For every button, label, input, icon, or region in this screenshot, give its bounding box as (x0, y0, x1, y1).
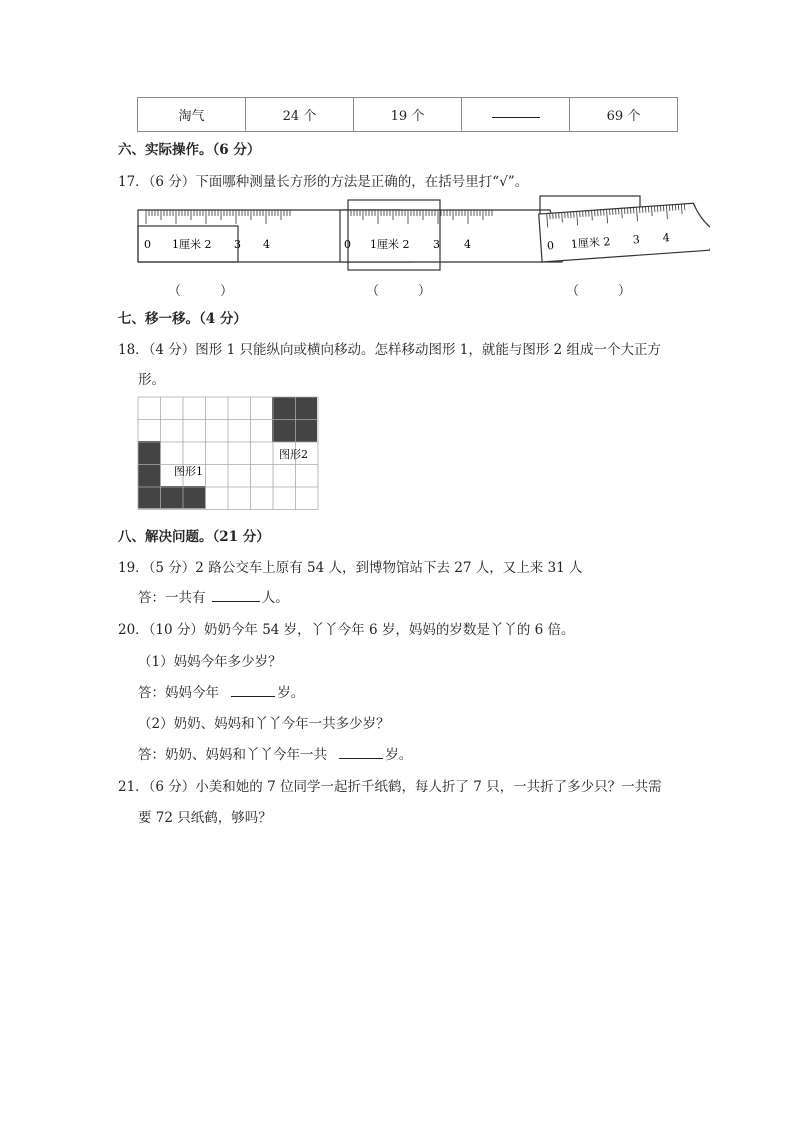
table-cell: 69 个 (570, 98, 678, 132)
answer-blank[interactable] (492, 116, 540, 118)
section-heading-6: 六、实际操作。（6 分） (118, 142, 261, 158)
question-21-line2: 要 72 只纸鹤，够吗？ (138, 810, 272, 826)
ruler-label: 0 (546, 239, 555, 253)
ruler-label: 1厘米 2 (172, 238, 212, 251)
ruler-label: 3 (234, 238, 241, 251)
score-table (137, 97, 678, 132)
question-18-line1: 18．（4 分）图形 1 只能纵向或横向移动。怎样移动图形 1，就能与图形 2 组成一个大正方 (118, 342, 662, 358)
section-heading-7: 七、移一移。（4 分） (118, 311, 247, 327)
question-20-sub2: （2）奶奶、妈妈和丫丫今年一共多少岁？ (138, 716, 390, 732)
ruler-label: 4 (464, 238, 471, 251)
table-row (138, 98, 678, 132)
ruler-label: 0 (144, 238, 151, 251)
question-19: 19．（5 分）2 路公交车上原有 54 人，到博物馆站下去 27 人，又上来 31 人 (118, 560, 583, 576)
ruler-label: 4 (662, 230, 671, 245)
answer-blank-20-1[interactable] (231, 695, 275, 697)
ruler-label: 3 (632, 233, 641, 247)
table-cell-blank (462, 98, 570, 132)
table-cell: 19 个 (354, 98, 462, 132)
ruler-label: 4 (263, 238, 270, 251)
question-21-line1: 21．（6 分）小美和她的 7 位同学一起折千纸鹤，每人折了 7 只，一共折了多少只？一共需 (118, 779, 662, 795)
ruler-label: 3 (433, 238, 440, 251)
answer-paren-2[interactable]: （ ） (366, 284, 432, 299)
question-18-line2: 形。 (138, 372, 165, 388)
answer-paren-1[interactable]: （ ） (168, 284, 234, 299)
question-20-answer2: 答：奶奶、妈妈和丫丫今年一共 岁。 (138, 747, 413, 763)
question-20-answer1: 答：妈妈今年 岁。 (138, 685, 305, 701)
shape-1-bottom (138, 486, 206, 509)
shape-2-label: 图形2 (279, 448, 308, 461)
answer-blank-19[interactable] (212, 600, 260, 602)
question-20: 20．（10 分）奶奶今年 54 岁，丫丫今年 6 岁，妈妈的岁数是丫丫的 6 倍。 (118, 622, 575, 638)
table-cell: 24 个 (246, 98, 354, 132)
table-cell-name: 淘气 (138, 98, 246, 132)
question-20-sub1: （1）妈妈今年多少岁？ (138, 654, 282, 670)
ruler-label: 1厘米 2 (370, 238, 410, 251)
ruler-2 (340, 200, 570, 270)
answer-blank-20-2[interactable] (339, 757, 383, 759)
ruler-label: 1厘米 2 (570, 235, 611, 251)
shape-1-label: 图形1 (174, 465, 203, 478)
section-heading-8: 八、解决问题。（21 分） (118, 529, 270, 545)
ruler-label: 0 (344, 238, 351, 251)
answer-paren-3[interactable]: （ ） (566, 284, 632, 299)
question-19-answer: 答：一共有 人。 (138, 590, 289, 606)
question-17: 17．（6 分）下面哪种测量长方形的方法是正确的，在括号里打“√”。 (118, 174, 529, 190)
shape-grid (137, 396, 319, 512)
